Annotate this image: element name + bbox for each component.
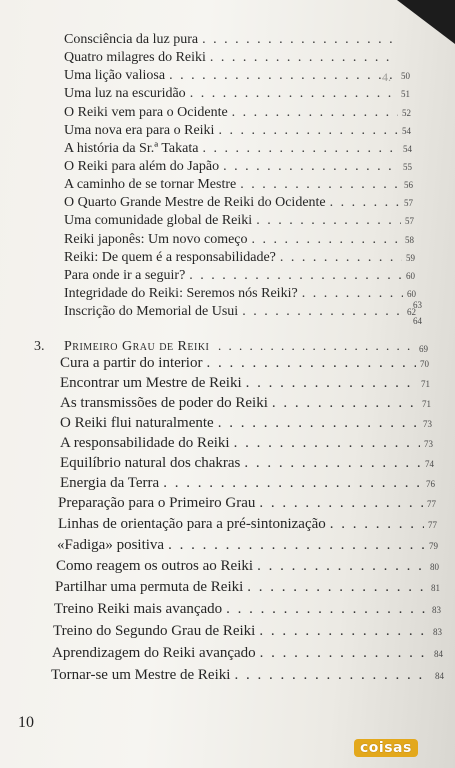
toc-entry-title: Uma comunidade global de Reiki: [64, 213, 253, 228]
toc-entry-title: Treino do Segundo Grau de Reiki: [53, 623, 256, 639]
toc-entry: [52, 645, 443, 662]
toc-entry-title: Preparação para o Primeiro Grau: [58, 495, 256, 511]
toc-entry: [60, 355, 429, 372]
toc-entry-page: 54: [403, 144, 412, 154]
chapter-title: Primeiro Grau de Reiki: [64, 339, 210, 354]
toc-entry: [60, 375, 430, 392]
leader-dots: [330, 195, 400, 211]
toc-entry-title: Quatro milagres do Reiki: [64, 50, 206, 65]
toc-entry-page: 83: [432, 605, 441, 615]
toc-entry: [64, 86, 410, 102]
toc-entry-title: Reiki: De quem é a responsabilidade?: [64, 250, 276, 265]
toc-entry-page: 50: [401, 71, 410, 81]
toc-entry: [60, 475, 435, 492]
leader-dots: [280, 250, 402, 266]
toc-entry: [55, 579, 440, 596]
toc-entry-title: A caminho de se tornar Mestre: [64, 177, 237, 192]
leader-dots: [259, 495, 423, 512]
leader-dots: [302, 286, 403, 302]
toc-entry: [64, 304, 416, 320]
toc-entry-page: 55: [403, 162, 412, 172]
toc-entry: [64, 50, 409, 66]
toc-entry-page: 80: [430, 562, 439, 572]
toc-entry-title: O Quarto Grande Mestre de Reiki do Ocidente: [64, 195, 326, 210]
toc-entry: [64, 141, 412, 157]
chapter-page: 69: [419, 344, 428, 354]
toc-entry: [64, 250, 415, 266]
leader-dots: [202, 141, 399, 157]
leader-dots: [218, 338, 414, 354]
toc-entry-title: Inscrição do Memorial de Usui: [64, 304, 239, 319]
leader-dots: [242, 304, 403, 320]
toc-entry: [64, 32, 409, 48]
toc-entry-title: A responsabilidade do Reiki: [60, 435, 230, 451]
leader-dots: [210, 50, 397, 66]
bleed-through-mark: 4.: [382, 70, 391, 84]
toc-entry: [64, 213, 414, 229]
toc-entry-page: 56: [404, 180, 413, 190]
toc-entry-page: 77: [428, 520, 437, 530]
toc-entry-page: 70: [420, 359, 429, 369]
toc-entry-title: Reiki japonês: Um novo começo: [64, 232, 248, 247]
leader-dots: [234, 435, 420, 452]
leader-dots: [252, 232, 401, 248]
toc-entry-title: O Reiki para além do Japão: [64, 159, 220, 174]
toc-entry-page: 57: [404, 198, 413, 208]
toc-entry-page: 57: [405, 216, 414, 226]
leader-dots: [240, 177, 400, 193]
toc-entry-title: Energia da Terra: [60, 475, 160, 491]
toc-entry-title: Equilíbrio natural dos chakras: [60, 455, 241, 471]
extra-page-number: 64: [413, 316, 422, 326]
toc-entry: [60, 455, 434, 472]
toc-entry-title: A história da Sr.ª Takata: [64, 141, 199, 156]
toc-entry: [64, 232, 414, 248]
leader-dots: [272, 395, 418, 412]
toc-entry-page: 79: [429, 541, 438, 551]
toc-entry-page: 60: [407, 289, 416, 299]
leader-dots: [202, 32, 397, 48]
leader-dots: [259, 623, 429, 640]
toc-entry: [64, 268, 415, 284]
toc-entry: [60, 395, 431, 412]
toc-entry: [58, 516, 437, 533]
toc-entry: [60, 415, 432, 432]
toc-entry-title: Encontrar um Mestre de Reiki: [60, 375, 242, 391]
toc-entry-page: 84: [434, 649, 443, 659]
leader-dots: [234, 667, 431, 684]
toc-entry: [64, 123, 411, 139]
toc-entry-title: As transmissões de poder do Reiki: [60, 395, 268, 411]
toc-entry-page: 58: [405, 235, 414, 245]
toc-entry-title: Aprendizagem do Reiki avançado: [52, 645, 256, 661]
leader-dots: [218, 123, 398, 139]
toc-entry-title: Uma luz na escuridão: [64, 86, 186, 101]
toc-entry-title: Treino Reiki mais avançado: [54, 601, 223, 617]
toc-entry-title: O Reiki vem para o Ocidente: [64, 105, 228, 120]
leader-dots: [260, 645, 430, 662]
toc-entry-page: 73: [424, 439, 433, 449]
toc-entry-page: 81: [431, 583, 440, 593]
chapter-number: 3.: [34, 339, 45, 354]
toc-entry: [56, 558, 439, 575]
leader-dots: [189, 268, 402, 284]
leader-dots: [163, 475, 422, 492]
toc-entry: [64, 195, 413, 211]
toc-entry-page: 77: [427, 499, 436, 509]
toc-entry-title: Para onde ir a seguir?: [64, 268, 186, 283]
leader-dots: [247, 579, 427, 596]
toc-entry-page: 73: [423, 419, 432, 429]
toc-entry-title: Cura a partir do interior: [60, 355, 203, 371]
leader-dots: [244, 455, 421, 472]
leader-dots: [232, 105, 398, 121]
toc-entry: [51, 667, 444, 684]
toc-entry-page: 51: [401, 89, 410, 99]
toc-entry: [64, 105, 411, 121]
leader-dots: [330, 516, 424, 533]
toc-entry-title: Uma nova era para o Reiki: [64, 123, 215, 138]
toc-entry-page: 74: [425, 459, 434, 469]
toc-entry: [57, 537, 438, 554]
extra-page-number: 63: [413, 300, 422, 310]
leader-dots: [257, 558, 426, 575]
toc-entry-page: 84: [435, 671, 444, 681]
toc-entry: [64, 286, 416, 302]
toc-entry-page: 60: [406, 271, 415, 281]
leader-dots: [246, 375, 417, 392]
toc-entry-title: «Fadiga» positiva: [57, 537, 165, 553]
leader-dots: [226, 601, 428, 618]
toc-entry-page: 59: [406, 253, 415, 263]
toc-entry-title: Consciência da luz pura: [64, 32, 199, 47]
toc-entry-page: 54: [402, 126, 411, 136]
toc-entry: [64, 159, 412, 175]
watermark-logo: coisas: [354, 739, 418, 757]
toc-entry-page: 71: [421, 379, 430, 389]
leader-dots: [169, 68, 397, 84]
toc-entry-page: 83: [433, 627, 442, 637]
toc-entry: [64, 177, 413, 193]
toc-entry: [64, 68, 410, 84]
leader-dots: [223, 159, 399, 175]
toc-entry-page: 71: [422, 399, 431, 409]
leader-dots: [206, 355, 416, 372]
toc-entry-title: Partilhar uma permuta de Reiki: [55, 579, 244, 595]
toc-entry-title: Como reagem os outros ao Reiki: [56, 558, 254, 574]
toc-entry: [54, 601, 441, 618]
toc-entry-page: 62: [407, 307, 416, 317]
leader-dots: [168, 537, 425, 554]
toc-entry-page: 76: [426, 479, 435, 489]
toc-entry-title: Integridade do Reiki: Seremos nós Reiki?: [64, 286, 298, 301]
leader-dots: [218, 415, 419, 432]
toc-entry-title: Linhas de orientação para a pré-sintonização: [58, 516, 326, 532]
page-number: 10: [18, 714, 34, 731]
leader-dots: [256, 213, 401, 229]
toc-entry-page: 52: [402, 108, 411, 118]
toc-entry: [58, 495, 436, 512]
toc-entry: [53, 623, 442, 640]
toc-entry: [60, 435, 433, 452]
toc-entry-title: O Reiki flui naturalmente: [60, 415, 214, 431]
leader-dots: [190, 86, 397, 102]
toc-entry-title: Tornar-se um Mestre de Reiki: [51, 667, 231, 683]
toc-entry-title: Uma lição valiosa: [64, 68, 166, 83]
